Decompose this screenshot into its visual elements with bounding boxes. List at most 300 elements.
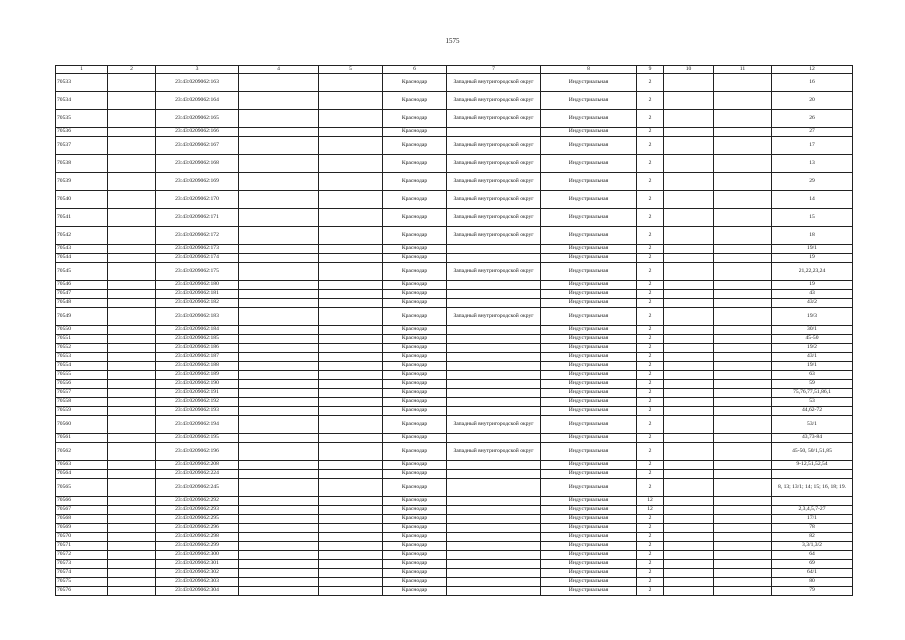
cell-col5: [319, 371, 383, 380]
cell-col11: [714, 227, 772, 245]
cell-district: [447, 380, 541, 389]
cell-cadastral: 23:43:0209062:296: [156, 524, 239, 533]
cell-col10: [664, 191, 714, 209]
cell-col10: [664, 398, 714, 407]
cell-district: [447, 434, 541, 443]
table-row: [56, 254, 853, 263]
cell-number: 70542: [56, 227, 108, 245]
cell-col5: [319, 506, 383, 515]
cell-col5: [319, 173, 383, 191]
cell-col11: [714, 290, 772, 299]
cell-group: 2: [637, 155, 664, 173]
cell-value: 43: [772, 290, 853, 299]
header-cell: 12: [772, 66, 853, 74]
cell-group: 2: [637, 173, 664, 191]
cell-value: [772, 470, 853, 479]
table-row: [56, 578, 853, 587]
cell-col2: [108, 245, 156, 254]
cell-col10: [664, 254, 714, 263]
cell-zone: Индустриальная: [541, 290, 637, 299]
cell-group: 2: [637, 74, 664, 92]
cell-cadastral: 23:43:0209062:169: [156, 173, 239, 191]
cell-col4: [239, 92, 319, 110]
cell-col10: [664, 290, 714, 299]
cell-district: Западный внутригородской округ: [447, 209, 541, 227]
cell-city: Краснодар: [383, 389, 447, 398]
cell-value: 43,73-84: [772, 434, 853, 443]
cell-col11: [714, 128, 772, 137]
table-row: [56, 569, 853, 578]
header-cell: 6: [383, 66, 447, 74]
cell-col2: [108, 353, 156, 362]
cell-col2: [108, 434, 156, 443]
cell-cadastral: 23:43:0209062:295: [156, 515, 239, 524]
cell-city: Краснодар: [383, 497, 447, 506]
cell-zone: Индустриальная: [541, 506, 637, 515]
cell-col4: [239, 380, 319, 389]
cell-city: Краснодар: [383, 560, 447, 569]
header-cell: 4: [239, 66, 319, 74]
cell-value: 53/1: [772, 416, 853, 434]
cell-zone: Индустриальная: [541, 587, 637, 596]
cell-col5: [319, 263, 383, 281]
cell-number: 70573: [56, 560, 108, 569]
cell-col4: [239, 434, 319, 443]
cell-cadastral: 23:43:0209062:187: [156, 353, 239, 362]
cell-col4: [239, 362, 319, 371]
cell-value: 69: [772, 560, 853, 569]
cell-zone: Индустриальная: [541, 533, 637, 542]
cell-col11: [714, 362, 772, 371]
cell-col4: [239, 173, 319, 191]
cell-group: 2: [637, 560, 664, 569]
cell-zone: Индустриальная: [541, 416, 637, 434]
cell-zone: Индустриальная: [541, 407, 637, 416]
cell-zone: Индустриальная: [541, 524, 637, 533]
cell-district: [447, 407, 541, 416]
cell-value: 30/1: [772, 326, 853, 335]
cell-col2: [108, 506, 156, 515]
cell-district: Западный внутригородской округ: [447, 137, 541, 155]
cell-district: Западный внутригородской округ: [447, 92, 541, 110]
cell-number: 70555: [56, 371, 108, 380]
table-row: [56, 263, 853, 281]
cell-number: 70576: [56, 587, 108, 596]
cell-col4: [239, 290, 319, 299]
cell-col5: [319, 407, 383, 416]
cell-cadastral: 23:43:0209062:208: [156, 461, 239, 470]
cell-cadastral: 23:43:0209062:196: [156, 443, 239, 461]
cell-city: Краснодар: [383, 308, 447, 326]
cell-zone: Индустриальная: [541, 209, 637, 227]
cell-cadastral: 23:43:0209062:170: [156, 191, 239, 209]
cell-value: 82: [772, 533, 853, 542]
cell-group: 2: [637, 389, 664, 398]
cell-value: 2,3,4,5,7-27: [772, 506, 853, 515]
cell-value: 15: [772, 209, 853, 227]
cell-col4: [239, 398, 319, 407]
cell-col11: [714, 389, 772, 398]
cell-number: 70550: [56, 326, 108, 335]
cell-col4: [239, 254, 319, 263]
cell-value: 16: [772, 74, 853, 92]
cell-col4: [239, 263, 319, 281]
cell-zone: Индустриальная: [541, 515, 637, 524]
cell-col4: [239, 416, 319, 434]
cell-district: [447, 335, 541, 344]
cell-city: Краснодар: [383, 407, 447, 416]
cell-number: 70540: [56, 191, 108, 209]
cell-city: Краснодар: [383, 191, 447, 209]
cell-cadastral: 23:43:0209062:303: [156, 578, 239, 587]
table-row: [56, 416, 853, 434]
cell-city: Краснодар: [383, 461, 447, 470]
cell-col11: [714, 281, 772, 290]
cell-col11: [714, 173, 772, 191]
cell-col10: [664, 362, 714, 371]
cell-col5: [319, 416, 383, 434]
cell-value: 21,22,23,24: [772, 263, 853, 281]
cell-number: 70574: [56, 569, 108, 578]
cell-col5: [319, 461, 383, 470]
cell-city: Краснодар: [383, 254, 447, 263]
cell-col4: [239, 515, 319, 524]
cell-zone: Индустриальная: [541, 245, 637, 254]
cell-value: 64/1: [772, 569, 853, 578]
cell-group: 2: [637, 209, 664, 227]
header-cell: 1: [56, 66, 108, 74]
cell-col5: [319, 380, 383, 389]
cell-cadastral: 23:43:0209062:184: [156, 326, 239, 335]
cell-district: [447, 479, 541, 497]
cell-col10: [664, 407, 714, 416]
cell-group: 2: [637, 524, 664, 533]
cell-district: Западный внутригородской округ: [447, 74, 541, 92]
cell-col5: [319, 281, 383, 290]
cell-col4: [239, 137, 319, 155]
cell-number: 70566: [56, 497, 108, 506]
cell-district: [447, 497, 541, 506]
cell-district: Западный внутригородской округ: [447, 263, 541, 281]
cell-value: 26: [772, 110, 853, 128]
cell-cadastral: 23:43:0209062:192: [156, 398, 239, 407]
cell-col10: [664, 587, 714, 596]
cell-cadastral: 23:43:0209062:189: [156, 371, 239, 380]
cell-col5: [319, 254, 383, 263]
cell-col11: [714, 524, 772, 533]
cell-col10: [664, 335, 714, 344]
cell-cadastral: 23:43:0209062:304: [156, 587, 239, 596]
cell-col11: [714, 479, 772, 497]
cell-value: 64: [772, 551, 853, 560]
cell-cadastral: 23:43:0209062:293: [156, 506, 239, 515]
header-cell: 8: [541, 66, 637, 74]
cell-number: 70558: [56, 398, 108, 407]
table-row: [56, 515, 853, 524]
cell-col11: [714, 344, 772, 353]
cell-number: 70534: [56, 92, 108, 110]
cell-col11: [714, 506, 772, 515]
cell-group: 2: [637, 245, 664, 254]
cell-value: 9-12,51,52,54: [772, 461, 853, 470]
cell-number: 70570: [56, 533, 108, 542]
cell-city: Краснодар: [383, 443, 447, 461]
cell-col5: [319, 542, 383, 551]
cell-col5: [319, 497, 383, 506]
cell-group: 2: [637, 398, 664, 407]
cell-col11: [714, 92, 772, 110]
cell-group: 2: [637, 461, 664, 470]
cell-value: 53: [772, 398, 853, 407]
table-row: [56, 362, 853, 371]
cell-city: Краснодар: [383, 344, 447, 353]
cell-col2: [108, 524, 156, 533]
cell-col2: [108, 578, 156, 587]
cell-col10: [664, 533, 714, 542]
cell-col11: [714, 299, 772, 308]
cell-col5: [319, 209, 383, 227]
cell-col10: [664, 542, 714, 551]
cell-col10: [664, 443, 714, 461]
cell-col11: [714, 443, 772, 461]
cell-number: 70554: [56, 362, 108, 371]
cell-cadastral: 23:43:0209062:171: [156, 209, 239, 227]
cell-group: 2: [637, 407, 664, 416]
table-row: [56, 479, 853, 497]
header-cell: 7: [447, 66, 541, 74]
cell-cadastral: 23:43:0209062:168: [156, 155, 239, 173]
cell-col5: [319, 479, 383, 497]
cell-value: 45-50, 50/1,51,85: [772, 443, 853, 461]
cell-city: Краснодар: [383, 335, 447, 344]
cell-col2: [108, 407, 156, 416]
cell-col10: [664, 227, 714, 245]
cell-zone: Индустриальная: [541, 128, 637, 137]
cell-col2: [108, 263, 156, 281]
cell-group: 2: [637, 533, 664, 542]
cell-number: 70565: [56, 479, 108, 497]
cell-col2: [108, 371, 156, 380]
cell-col5: [319, 92, 383, 110]
table-row: [56, 506, 853, 515]
cell-district: [447, 299, 541, 308]
cell-group: 2: [637, 587, 664, 596]
cell-col10: [664, 506, 714, 515]
cell-value: 8, 13; 13/1; 14; 15; 16, 18; 19.: [772, 479, 853, 497]
cell-cadastral: 23:43:0209062:185: [156, 335, 239, 344]
cell-col4: [239, 542, 319, 551]
cell-group: 2: [637, 416, 664, 434]
cell-col4: [239, 110, 319, 128]
registry-table: [55, 65, 853, 596]
table-row: [56, 587, 853, 596]
cell-group: 12: [637, 497, 664, 506]
table-row: [56, 434, 853, 443]
cell-cadastral: 23:43:0209062:181: [156, 290, 239, 299]
cell-district: [447, 560, 541, 569]
table-row: [56, 299, 853, 308]
cell-number: 70564: [56, 470, 108, 479]
cell-col11: [714, 416, 772, 434]
table-row: [56, 407, 853, 416]
cell-col4: [239, 560, 319, 569]
cell-col10: [664, 173, 714, 191]
cell-col4: [239, 326, 319, 335]
table-row: [56, 173, 853, 191]
cell-value: 75,76,77,51,86,1: [772, 389, 853, 398]
table-row: [56, 92, 853, 110]
cell-district: [447, 254, 541, 263]
cell-col5: [319, 128, 383, 137]
cell-col4: [239, 533, 319, 542]
cell-value: 43/2: [772, 299, 853, 308]
table-row: [56, 308, 853, 326]
cell-city: Краснодар: [383, 92, 447, 110]
cell-col11: [714, 533, 772, 542]
table-row: [56, 290, 853, 299]
cell-district: [447, 533, 541, 542]
table-row: [56, 245, 853, 254]
cell-col4: [239, 191, 319, 209]
cell-district: Западный внутригородской округ: [447, 443, 541, 461]
cell-col4: [239, 461, 319, 470]
cell-district: [447, 578, 541, 587]
cell-col4: [239, 245, 319, 254]
cell-cadastral: 23:43:0209062:191: [156, 389, 239, 398]
cell-col5: [319, 443, 383, 461]
cell-group: 2: [637, 569, 664, 578]
cell-value: 79: [772, 587, 853, 596]
cell-zone: Индустриальная: [541, 578, 637, 587]
cell-zone: Индустриальная: [541, 461, 637, 470]
cell-col11: [714, 371, 772, 380]
cell-col2: [108, 281, 156, 290]
table-row: [56, 461, 853, 470]
cell-zone: Индустриальная: [541, 479, 637, 497]
cell-cadastral: 23:43:0209062:190: [156, 380, 239, 389]
cell-col2: [108, 416, 156, 434]
cell-city: Краснодар: [383, 290, 447, 299]
cell-value: 59: [772, 380, 853, 389]
cell-col11: [714, 497, 772, 506]
cell-col2: [108, 155, 156, 173]
cell-col2: [108, 173, 156, 191]
cell-district: [447, 587, 541, 596]
cell-number: 70537: [56, 137, 108, 155]
cell-zone: Индустриальная: [541, 326, 637, 335]
cell-col11: [714, 398, 772, 407]
cell-city: Краснодар: [383, 137, 447, 155]
table-row: [56, 281, 853, 290]
cell-col10: [664, 281, 714, 290]
cell-cadastral: 23:43:0209062:173: [156, 245, 239, 254]
cell-value: 20: [772, 92, 853, 110]
cell-cadastral: 23:43:0209062:299: [156, 542, 239, 551]
cell-value: [772, 497, 853, 506]
cell-col10: [664, 299, 714, 308]
table-row: [56, 128, 853, 137]
table-row: [56, 209, 853, 227]
cell-value: 17/1: [772, 515, 853, 524]
cell-value: 19/2: [772, 344, 853, 353]
cell-col2: [108, 326, 156, 335]
cell-col5: [319, 110, 383, 128]
cell-number: 70544: [56, 254, 108, 263]
cell-district: [447, 542, 541, 551]
cell-group: 2: [637, 227, 664, 245]
cell-group: 2: [637, 542, 664, 551]
cell-col11: [714, 326, 772, 335]
cell-district: Западный внутригородской округ: [447, 416, 541, 434]
table-row: [56, 560, 853, 569]
cell-group: 2: [637, 254, 664, 263]
cell-city: Краснодар: [383, 506, 447, 515]
cell-city: Краснодар: [383, 281, 447, 290]
cell-group: 2: [637, 362, 664, 371]
cell-col2: [108, 137, 156, 155]
cell-city: Краснодар: [383, 578, 447, 587]
cell-col10: [664, 137, 714, 155]
cell-zone: Индустриальная: [541, 569, 637, 578]
cell-col5: [319, 524, 383, 533]
cell-col4: [239, 371, 319, 380]
cell-number: 70533: [56, 74, 108, 92]
cell-group: 2: [637, 110, 664, 128]
cell-col11: [714, 380, 772, 389]
table-row: [56, 497, 853, 506]
cell-col4: [239, 299, 319, 308]
table-row: [56, 74, 853, 92]
cell-district: Западный внутригородской округ: [447, 173, 541, 191]
cell-col10: [664, 560, 714, 569]
cell-city: Краснодар: [383, 173, 447, 191]
cell-col5: [319, 578, 383, 587]
cell-col11: [714, 353, 772, 362]
cell-group: 2: [637, 281, 664, 290]
cell-col2: [108, 443, 156, 461]
cell-district: Западный внутригородской округ: [447, 191, 541, 209]
cell-city: Краснодар: [383, 74, 447, 92]
cell-col4: [239, 497, 319, 506]
cell-col5: [319, 434, 383, 443]
cell-number: 70543: [56, 245, 108, 254]
cell-zone: Индустриальная: [541, 551, 637, 560]
cell-col5: [319, 398, 383, 407]
cell-city: Краснодар: [383, 299, 447, 308]
table-row: [56, 524, 853, 533]
cell-zone: Индустриальная: [541, 560, 637, 569]
cell-col11: [714, 578, 772, 587]
cell-col2: [108, 110, 156, 128]
cell-number: 70557: [56, 389, 108, 398]
cell-group: 12: [637, 506, 664, 515]
cell-col4: [239, 353, 319, 362]
cell-group: 2: [637, 344, 664, 353]
cell-city: Краснодар: [383, 434, 447, 443]
cell-col2: [108, 380, 156, 389]
cell-col11: [714, 569, 772, 578]
cell-group: 2: [637, 551, 664, 560]
cell-col5: [319, 533, 383, 542]
cell-number: 70561: [56, 434, 108, 443]
cell-cadastral: 23:43:0209062:224: [156, 470, 239, 479]
cell-col10: [664, 353, 714, 362]
header-cell: 9: [637, 66, 664, 74]
cell-group: 2: [637, 515, 664, 524]
cell-col4: [239, 551, 319, 560]
cell-col10: [664, 209, 714, 227]
cell-city: Краснодар: [383, 245, 447, 254]
